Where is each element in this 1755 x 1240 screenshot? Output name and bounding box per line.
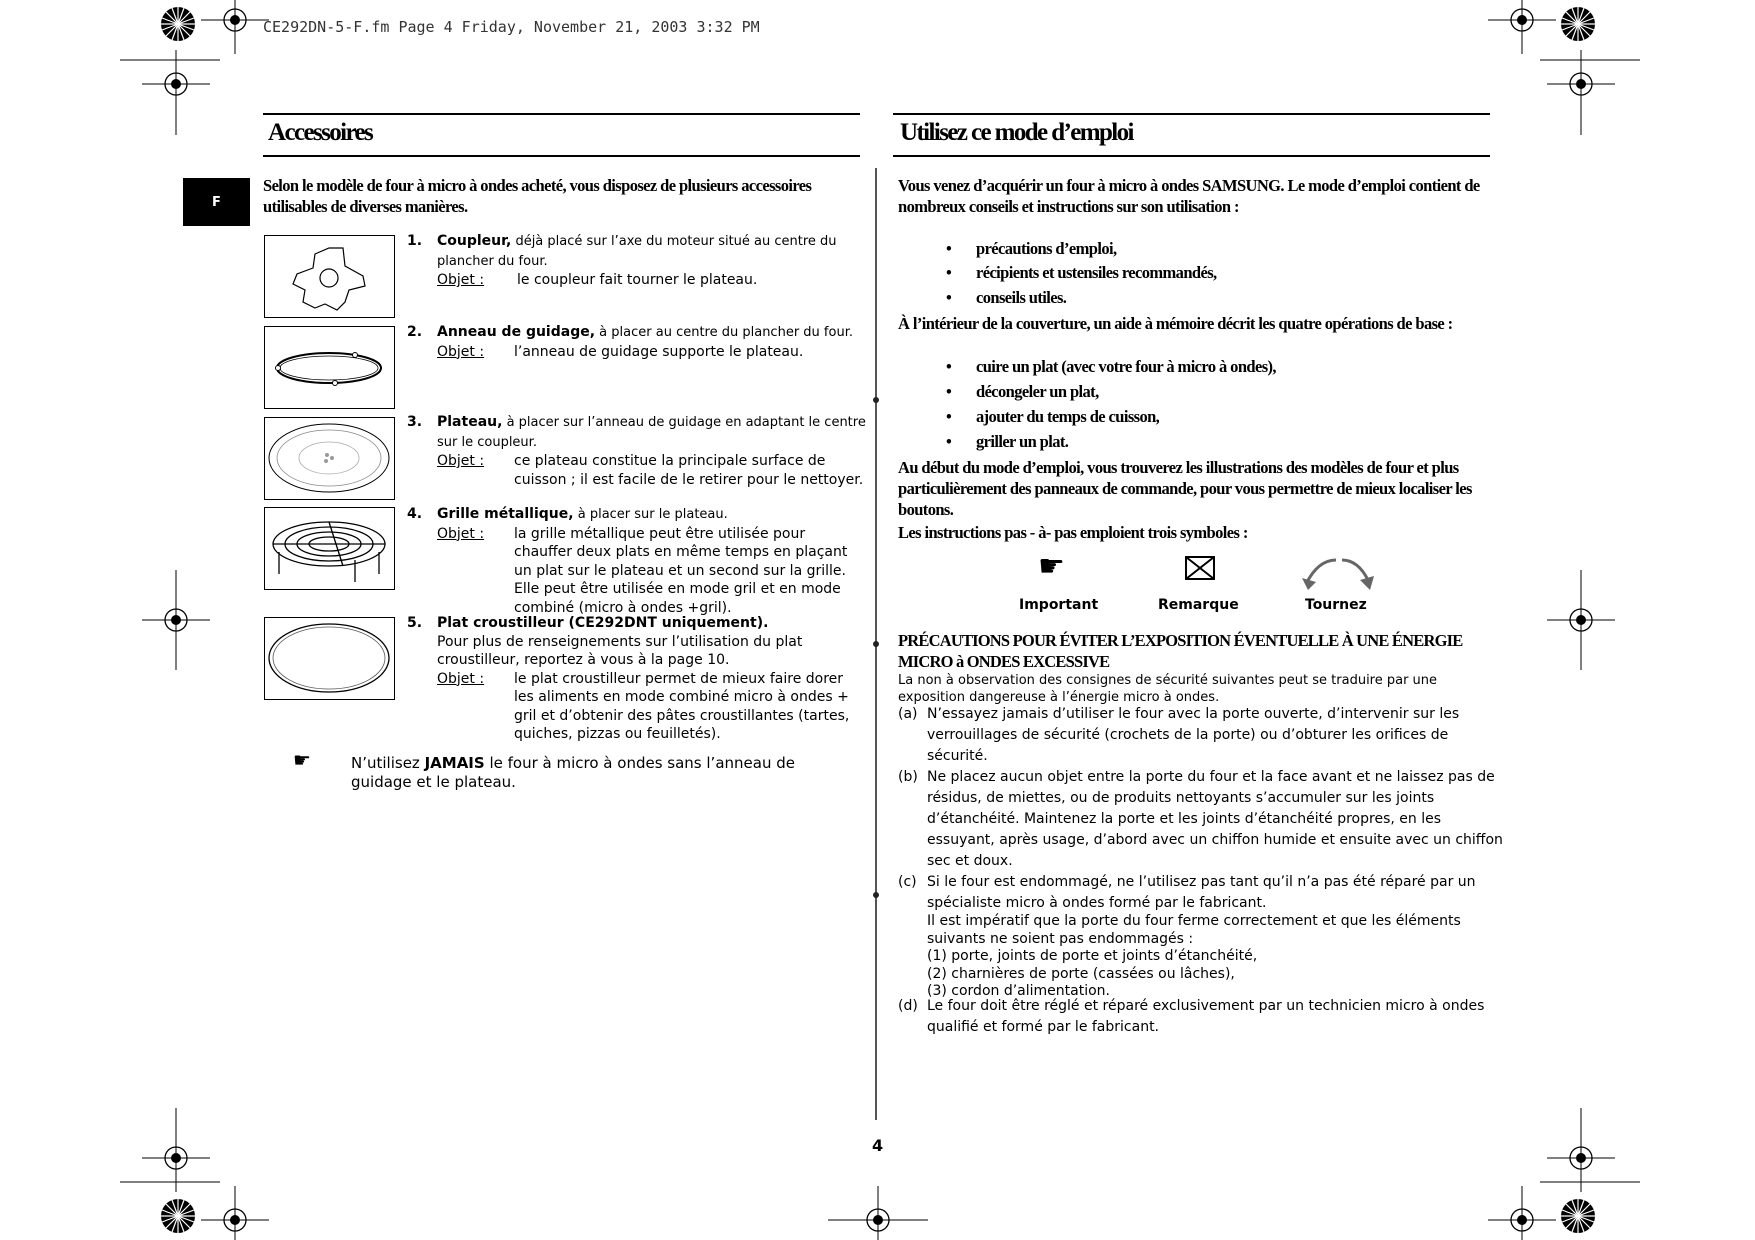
note-text-pre: N’utilisez (351, 754, 425, 772)
object-text: le plat croustilleur permet de mieux faire dorer les aliments en mode combiné micro à ondes + gril et d’obtenir des pâtes croustillantes (tartes, quiches, pizzas ou feuilletés). (514, 670, 850, 742)
precautions-intro: La non à observation des consignes de sécurité suivantes peut se traduire par une exposition dangereuse à l’énergie micro à ondes. (898, 673, 1438, 705)
item-desc: Pour plus de renseignements sur l’utilisation du plat croustilleur, reportez à vous à la page 10. (437, 633, 803, 668)
roller-ring-illustration (264, 326, 395, 409)
item-title: Plat croustilleur (CE292DNT uniquement). (437, 615, 769, 631)
right-title-rule-top (893, 113, 1490, 115)
item-number: 5. (407, 615, 423, 631)
item-title: Coupleur, (437, 233, 512, 249)
item-desc: à placer sur l’anneau de guidage en adaptant le centre sur le coupleur. (437, 415, 866, 450)
item-number: 2. (407, 324, 423, 340)
bullet-item: • griller un plat. (946, 432, 1068, 452)
symbol-label-remarque: Remarque (1158, 597, 1239, 613)
divider-dot (873, 892, 879, 898)
object-label: Objet : (437, 525, 485, 542)
item-desc: à placer sur le plateau. (573, 507, 728, 522)
symbol-label-important: Important (1019, 597, 1099, 613)
precaution-item-a: (a) N’essayez jamais d’utiliser le four avec la porte ouverte, d’intervenir sur les verrouillages de sécurité (crochets de la porte) ou d’obturer les orifices de sécurité. (898, 706, 1460, 764)
object-label: Objet : (437, 343, 485, 360)
note-text-post: le four à micro à ondes sans l’anneau de guidage et le plateau. (351, 754, 795, 791)
file-header-line: CE292DN-5-F.fm Page 4 Friday, November 21, 2003 3:32 PM (263, 18, 760, 36)
coupler-illustration (264, 235, 395, 318)
divider-dot (873, 641, 879, 647)
object-text: ce plateau constitue la principale surface de cuisson ; il est facile de le retirer pour le nettoyer. (514, 453, 864, 488)
item-number: 1. (407, 233, 423, 249)
right-intro: Vous venez d’acquérir un four à micro à ondes SAMSUNG. Le mode d’emploi contient de nombreux conseils et instructions sur son utilisation : (898, 176, 1480, 216)
bullet-item: • récipients et ustensiles recommandés, (946, 263, 1217, 283)
left-intro: Selon le modèle de four à micro à ondes acheté, vous disposez de plusieurs accessoires utilisables de diverses manières. (263, 176, 812, 216)
crusty-plate-illustration (264, 617, 395, 700)
object-label: Objet : (437, 453, 485, 469)
accessory-item-4 (407, 505, 867, 617)
pointing-hand-icon: ☛ (293, 748, 311, 772)
note-text-strong: JAMAIS (424, 754, 485, 772)
symbol-label-tournez: Tournez (1305, 597, 1367, 613)
precaution-item-c: (c) Si le four est endommagé, ne l’utilisez pas tant qu’il n’a pas été réparé par un spécialiste micro à ondes formé par le fabricant. (898, 874, 1476, 911)
illustrations-paragraph: Au début du mode d’emploi, vous trouverez les illustrations des modèles de four et plus particulièrement des panneaux de commande, pour vous permettre de mieux localiser les boutons. (898, 458, 1472, 519)
bullet-item: • ajouter du temps de cuisson, (946, 407, 1159, 427)
envelope-icon (1185, 556, 1215, 580)
item-number: 3. (407, 414, 423, 430)
accessory-item-2 (407, 323, 867, 361)
precaution-item-b: (b) Ne placez aucun objet entre la porte du four et la face avant et ne laissez pas de résidus, de miettes, ou de produits nettoyants s’accumuler sur les joints d’étanchéité. Maintenez la porte et les joints d’étanchéité propres, en les essuyant, après usage, d’abord avec un chiffon humide et ensuite avec un chiffon sec et doux. (898, 769, 1503, 869)
page-number: 4 (872, 1136, 884, 1155)
metal-rack-illustration (264, 507, 395, 590)
left-title-rule-bottom (263, 155, 860, 157)
language-tab: F (183, 178, 250, 226)
item-desc: à placer au centre du plancher du four. (595, 325, 853, 340)
divider-dot (873, 397, 879, 403)
item-title: Plateau, (437, 414, 503, 430)
cover-paragraph: À l’intérieur de la couverture, un aide à mémoire décrit les quatre opérations de base : (898, 314, 1453, 333)
right-title-rule-bottom (893, 155, 1490, 157)
object-label: Objet : (437, 272, 485, 288)
right-section-title: Utilisez ce mode d’emploi (900, 119, 1133, 146)
precaution-item-c-details: Il est impératif que la porte du four ferme correctement et que les éléments suivants ne soient pas endommagés : (1) porte, joints de porte et joints d’étanchéité, (2) charnières de porte (cassées ou lâches), (3) cordon d’alimentation. (927, 913, 1461, 999)
pointing-hand-icon: ☛ (1038, 549, 1065, 584)
symbols-paragraph: Les instructions pas - à- pas emploient trois symboles : (898, 523, 1248, 542)
precautions-title: PRÉCAUTIONS POUR ÉVITER L’EXPOSITION ÉVENTUELLE À UNE ÉNERGIE MICRO à ONDES EXCESSIVE (898, 631, 1463, 671)
bullet-item: • conseils utiles. (946, 288, 1066, 308)
item-number: 4. (407, 506, 423, 522)
object-text: la grille métallique peut être utilisée pour chauffer deux plats en même temps en plaçant un plat sur le plateau et un second sur la grille. Elle peut être utilisée en mode gril et en mode combiné (micro à ondes +gril). (514, 525, 848, 616)
item-title: Grille métallique, (437, 506, 574, 522)
accessory-item-5 (407, 614, 867, 744)
object-text: l’anneau de guidage supporte le plateau. (514, 343, 804, 360)
left-section-title: Accessoires (268, 119, 373, 146)
accessory-item-3 (407, 413, 867, 489)
precaution-item-d: (d) Le four doit être réglé et réparé exclusivement par un technicien micro à ondes qualifié et formé par le fabricant. (898, 998, 1485, 1035)
item-title: Anneau de guidage, (437, 324, 596, 340)
object-label: Objet : (437, 670, 485, 687)
bullet-item: • cuire un plat (avec votre four à micro à ondes), (946, 357, 1276, 377)
bullet-item: • précautions d’emploi, (946, 239, 1117, 259)
turn-arrows-icon (1298, 556, 1374, 592)
left-title-rule-top (263, 113, 860, 115)
item-desc: déjà placé sur l’axe du moteur situé au centre du plancher du four. (437, 234, 837, 269)
turntable-illustration (264, 417, 395, 500)
object-text: le coupleur fait tourner le plateau. (517, 272, 758, 288)
bullet-item: • décongeler un plat, (946, 382, 1099, 402)
important-note (351, 754, 841, 792)
accessory-item-1 (407, 232, 867, 290)
